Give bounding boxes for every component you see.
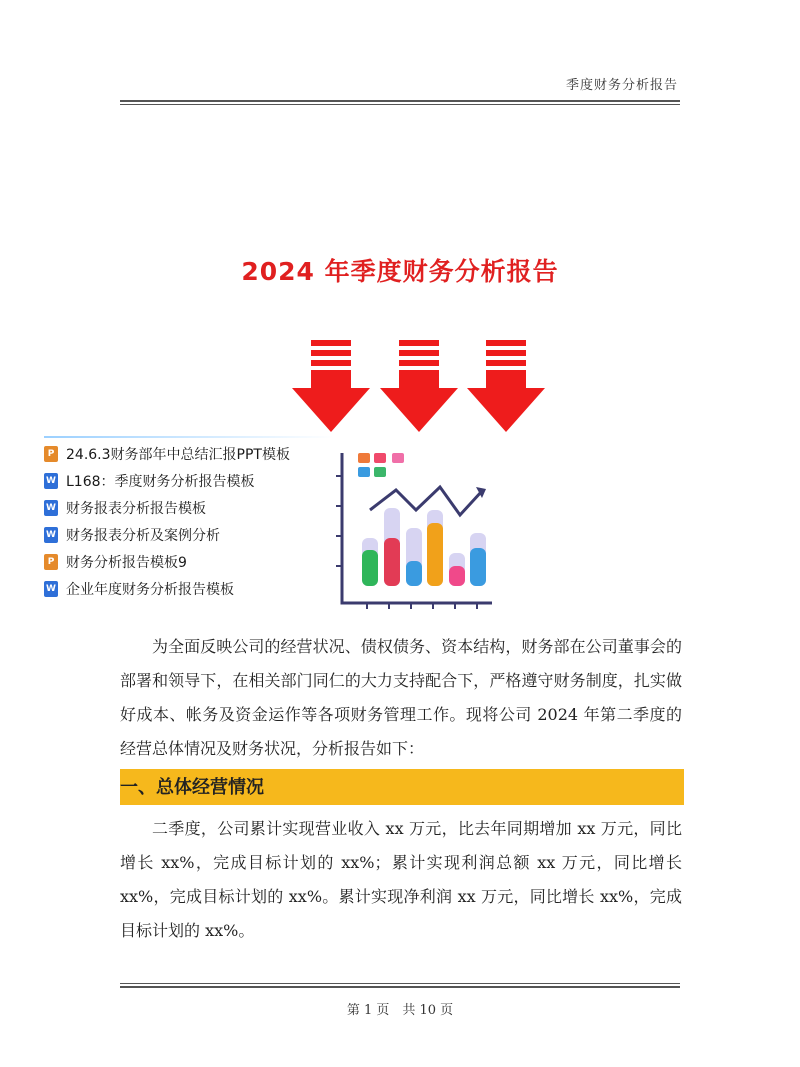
section-heading: 一、总体经营情况 bbox=[120, 777, 264, 798]
word-file-icon: W bbox=[44, 527, 58, 543]
file-link[interactable] bbox=[44, 467, 334, 494]
file-link[interactable] bbox=[44, 521, 334, 548]
down-arrow-icon bbox=[292, 340, 370, 432]
running-header-title: 季度财务分析报告 bbox=[565, 78, 678, 93]
intro-paragraph bbox=[120, 630, 682, 766]
file-link-label: 财务报表分析及案例分析 bbox=[66, 527, 220, 544]
bar-chart-illustration-icon bbox=[336, 445, 496, 610]
file-link-label: 企业年度财务分析报告模板 bbox=[66, 581, 234, 598]
related-files-list bbox=[44, 440, 334, 602]
section-paragraph-text: 二季度，公司累计实现营业收入 xx 万元，比去年同期增加 xx 万元，同比增长 xx%，完成目标计划的 xx%；累计实现利润总额 xx 万元，同比增长 xx%，完成目标计划的 xx%。累计实现净利润 xx 万元，同比增长 xx%，完成目标计划的 xx%。 bbox=[120, 819, 682, 940]
footer-rule bbox=[120, 986, 680, 988]
word-file-icon: W bbox=[44, 500, 58, 516]
down-arrow-icon bbox=[380, 340, 458, 432]
document-title: 2024 年季度财务分析报告 bbox=[241, 257, 559, 286]
page-number: 第 1 页 共 10 页 bbox=[346, 1003, 454, 1018]
intro-paragraph-text: 为全面反映公司的经营状况、债权债务、资本结构，财务部在公司董事会的部署和领导下，在相关部门同仁的大力支持配合下，严格遵守财务制度，扎实做好成本、帐务及资金运作等各项财务管理工作。现将公司 2024 年第二季度的经营总体情况及财务状况，分析报告如下： bbox=[120, 637, 682, 758]
ppt-file-icon: P bbox=[44, 446, 58, 462]
header-rule bbox=[120, 100, 680, 102]
file-link-label: 24.6.3财务部年中总结汇报PPT模板 bbox=[66, 446, 290, 463]
ppt-file-icon: P bbox=[44, 554, 58, 570]
down-arrow-icon bbox=[467, 340, 545, 432]
file-link[interactable] bbox=[44, 548, 334, 575]
header-rule-thin bbox=[120, 104, 680, 105]
file-link-label: L168：季度财务分析报告模板 bbox=[66, 473, 255, 490]
file-link[interactable] bbox=[44, 575, 334, 602]
word-file-icon: W bbox=[44, 473, 58, 489]
word-file-icon: W bbox=[44, 581, 58, 597]
section-heading-bar bbox=[120, 769, 684, 805]
file-link-label: 财务报表分析报告模板 bbox=[66, 500, 206, 517]
footer-rule-thin bbox=[120, 983, 680, 984]
section-paragraph bbox=[120, 812, 682, 948]
file-link[interactable] bbox=[44, 440, 334, 467]
file-link[interactable] bbox=[44, 494, 334, 521]
file-link-label: 财务分析报告模板9 bbox=[66, 554, 187, 571]
